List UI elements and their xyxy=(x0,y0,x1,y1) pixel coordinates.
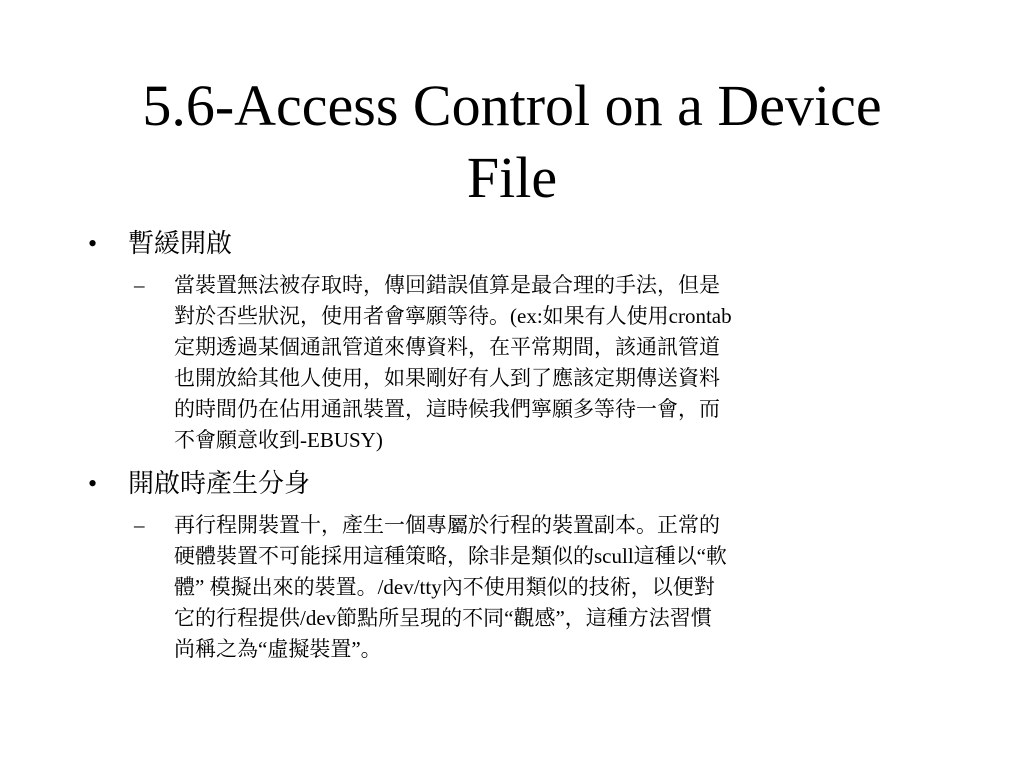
sub-bullet-line: 體” 模擬出來的裝置。/dev/tty內不使用類似的技術，以便對 xyxy=(174,575,715,599)
slide-title-line-2: File xyxy=(466,145,558,210)
bullet-item xyxy=(88,226,948,262)
sub-bullet-line: 對於否些狀況，使用者會寧願等待。(ex:如果有人使用crontab xyxy=(174,304,732,328)
sub-bullet-line: 不會願意收到-EBUSY) xyxy=(174,428,383,452)
bullet-dot-icon: • xyxy=(88,469,98,498)
bullet-dot-icon: • xyxy=(88,229,98,258)
sub-bullet-item xyxy=(134,510,884,665)
sub-bullet-line: 的時間仍在佔用通訊裝置，這時候我們寧願多等待一會，而 xyxy=(174,397,720,421)
dash-icon: – xyxy=(134,513,145,537)
bullet-text: 開啟時產生分身 xyxy=(128,469,311,498)
slide-body xyxy=(88,226,948,665)
sub-bullet-line: 再行程開裝置十，產生一個專屬於行程的裝置副本。正常的 xyxy=(174,513,720,537)
bullet-text: 暫緩開啟 xyxy=(128,229,233,258)
sub-bullet-line: 當裝置無法被存取時，傳回錯誤值算是最合理的手法，但是 xyxy=(174,273,720,297)
sub-bullet-line: 尚稱之為“虛擬裝置”。 xyxy=(174,637,382,661)
dash-icon: – xyxy=(134,273,145,297)
sub-bullet-line: 它的行程提供/dev節點所呈現的不同“觀感”，這種方法習慣 xyxy=(174,606,712,630)
slide-title xyxy=(60,70,964,214)
sub-bullet-item xyxy=(134,270,884,456)
sub-bullet-line: 定期透過某個通訊管道來傳資料，在平常期間，該通訊管道 xyxy=(174,335,720,359)
slide-title-line-1: 5.6-Access Control on a Device xyxy=(142,73,882,138)
sub-bullet-line: 硬體裝置不可能採用這種策略，除非是類似的scull這種以“軟 xyxy=(174,544,727,568)
bullet-item xyxy=(88,466,948,502)
sub-bullet-line: 也開放給其他人使用，如果剛好有人到了應該定期傳送資料 xyxy=(174,366,720,390)
